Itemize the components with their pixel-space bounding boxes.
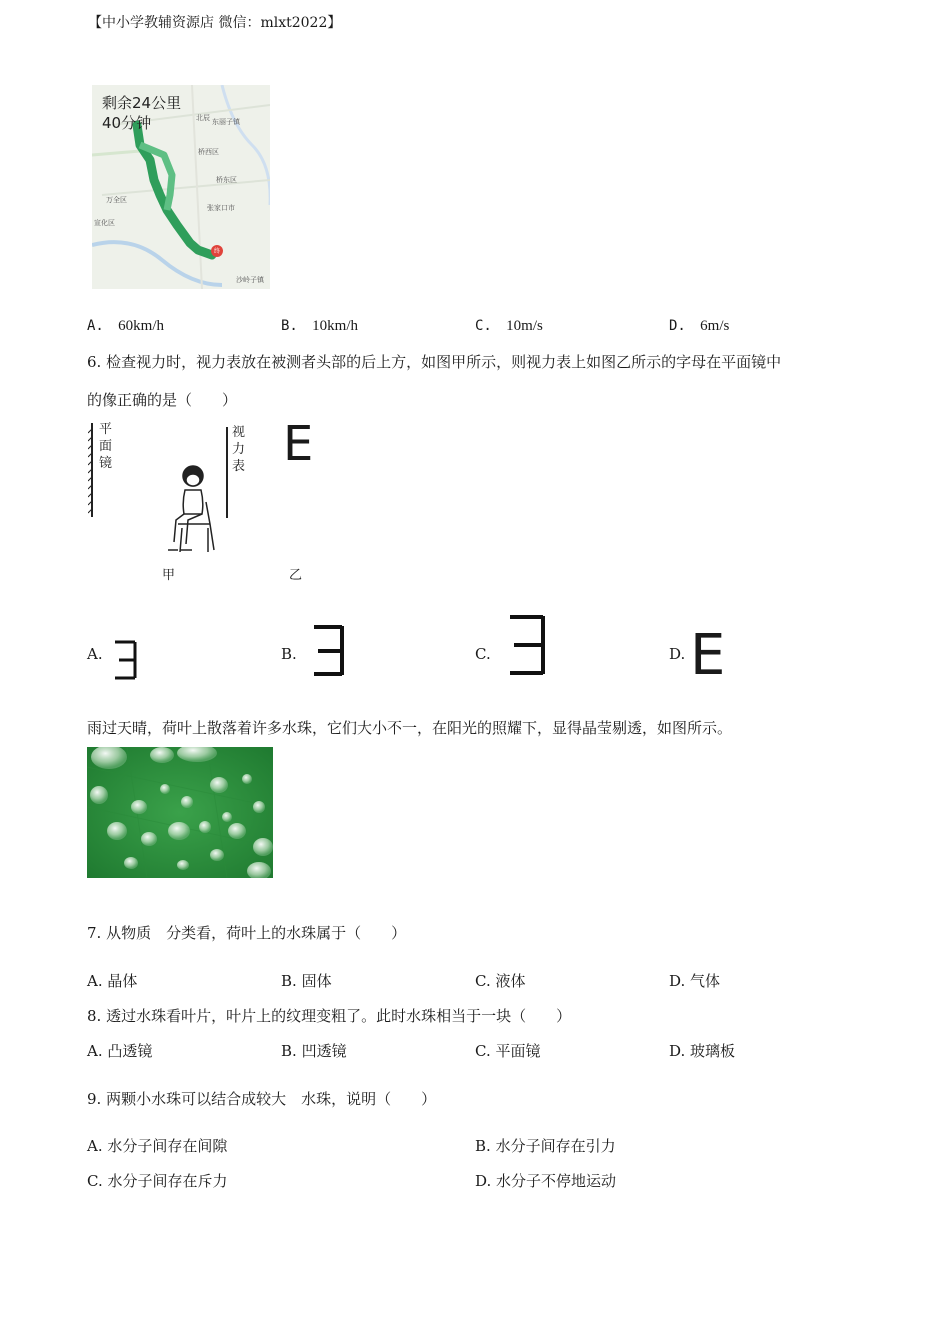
q9-option-d: D. 水分子不停地运动: [475, 1172, 617, 1190]
figure-label-yi: 乙: [289, 568, 303, 583]
q9-stem: 9. 两颗小水珠可以结合成较大 水珠，说明（ ）: [87, 1090, 437, 1108]
q5-option-c: C. 10m/s: [475, 318, 543, 334]
q5-option-a: A. 60km/h: [87, 318, 165, 334]
map-place: 东丽子镇: [212, 118, 240, 126]
q5-option-d: D. 6m/s: [669, 318, 730, 334]
q8-option-a: A. 凸透镜: [87, 1042, 153, 1060]
water-droplets-photo: [87, 747, 273, 878]
q6-option-b-label: B.: [281, 645, 297, 663]
q9-option-c: C. 水分子间存在斥力: [87, 1172, 228, 1190]
q9-option-b: B. 水分子间存在引力: [475, 1137, 616, 1155]
chart-label: 视 力 表: [232, 425, 246, 474]
person-icon: [158, 462, 220, 558]
q9-option-a: A. 水分子间存在间隙: [87, 1137, 228, 1155]
map-place: 沙岭子镇: [236, 276, 264, 284]
q8-option-b: B. 凹透镜: [281, 1042, 347, 1060]
chart-letter-e: E: [283, 416, 314, 472]
q7-option-c: C. 液体: [475, 972, 526, 990]
q7-option-b: B. 固体: [281, 972, 332, 990]
reversed-e-option-b: [312, 624, 346, 678]
map-place: 张家口市: [207, 204, 235, 212]
reversed-e-option-c: [508, 614, 548, 676]
map-place: 宣化区: [94, 219, 115, 227]
q6-option-a-label: A.: [87, 645, 103, 663]
q8-option-c: C. 平面镜: [475, 1042, 541, 1060]
navigation-map: [92, 85, 270, 289]
map-place: 万全区: [106, 196, 127, 204]
route-summary: [102, 93, 181, 133]
q6-option-d-label: D.: [669, 645, 686, 663]
q8-option-d: D. 玻璃板: [669, 1042, 736, 1060]
map-place: 终: [214, 248, 221, 255]
reversed-e-option-a: [113, 640, 139, 682]
map-place: 桥西区: [198, 148, 219, 156]
q6-stem-line1: 6. 检查视力时，视力表放在被测者头部的后上方，如图甲所示，则视力表上如图乙所示的字母在平面镜中: [87, 353, 782, 371]
chart-post: [226, 427, 228, 518]
q8-stem: 8. 透过水珠看叶片，叶片上的纹理变粗了。此时水珠相当于一块（ ）: [87, 1007, 572, 1025]
lotus-leaf-image: [87, 747, 273, 878]
passage-text: 雨过天晴，荷叶上散落着许多水珠，它们大小不一，在阳光的照耀下，显得晶莹剔透，如图所示。: [87, 719, 733, 737]
figure-label-jia: 甲: [162, 568, 176, 583]
map-place: 桥东区: [216, 176, 237, 184]
q6-stem-line2: 的像正确的是（ ）: [87, 391, 238, 409]
normal-e-option-d: E: [690, 623, 726, 688]
remaining-time: 40分钟: [102, 114, 152, 132]
q6-option-c-label: C.: [475, 645, 491, 663]
page-header: 【中小学教辅资源店 微信：mlxt2022】: [88, 15, 342, 31]
q7-option-a: A. 晶体: [87, 972, 138, 990]
map-place: 北辰: [196, 114, 210, 122]
remaining-distance: 剩余24公里: [102, 94, 182, 112]
mirror-label: 平 面 镜: [99, 422, 113, 471]
q7-option-d: D. 气体: [669, 972, 721, 990]
q7-stem: 7. 从物质 分类看，荷叶上的水珠属于（ ）: [87, 924, 407, 942]
q5-option-b: B. 10km/h: [281, 318, 359, 334]
